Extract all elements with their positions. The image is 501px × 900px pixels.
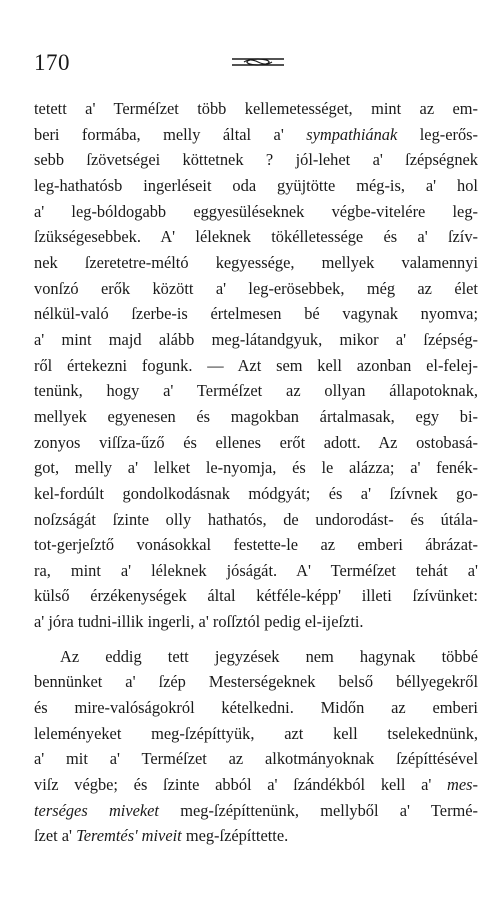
italic-text: sympathiának xyxy=(306,124,398,144)
text-line xyxy=(34,609,478,635)
text-line xyxy=(34,378,478,404)
text-segment: meg-ſzépíttette. xyxy=(181,826,289,846)
text-line xyxy=(34,122,478,148)
italic-text: terséges miveket xyxy=(34,800,159,820)
text-segment: tetett a' Terméſzet több kellemetességet, mint az em- xyxy=(34,99,478,118)
text-line xyxy=(34,96,478,122)
text-segment: ſzükségesebbek. A' léleknek tökélletessége és a' ſzív- xyxy=(34,227,478,247)
text-line xyxy=(34,455,478,481)
text-segment: ſzet a' xyxy=(34,826,77,846)
text-line xyxy=(34,507,478,533)
paragraph xyxy=(34,644,478,849)
text-line xyxy=(34,430,478,456)
text-segment: tot-gerjeſztő vonásokkal festette-le az emberi ábrázat- xyxy=(34,535,478,555)
text-segment: a' mint majd alább meg-látandgyuk, mikor a' ſzépség- xyxy=(34,329,478,349)
text-line xyxy=(34,199,478,225)
text-segment: leleményeket meg-ſzépíttyük, azt kell tselekednünk, xyxy=(34,723,478,743)
text-segment: ről értekezni fogunk. — Azt sem kell azonban el-felej- xyxy=(34,355,478,375)
text-segment: Az eddig tett jegyzések nem hagynak többé xyxy=(60,646,478,666)
text-line xyxy=(34,798,478,824)
text-line xyxy=(34,558,478,584)
text-line xyxy=(34,721,478,747)
text-segment: tenünk, hogy a' Terméſzet az ollyan állapotoknak, xyxy=(34,381,478,401)
text-segment: leg-hathatósb ingerléseit oda gyüjtötte még-is, a' hol xyxy=(34,175,478,195)
text-segment: zonyos viſſza-űző és ellenes erőt adott. Az ostobasá- xyxy=(34,432,478,452)
page-header xyxy=(34,50,474,80)
text-segment: sebb ſzövetségei köttetnek ? jól-lehet a' ſzépségnek xyxy=(34,150,478,170)
text-segment: és mire-valóságokról kételkedni. Midőn az emberi xyxy=(34,698,478,718)
text-segment: viſz végbe; és ſzinte abból a' ſzándékból kell a' xyxy=(34,775,448,795)
text-line xyxy=(34,583,478,609)
text-line xyxy=(34,644,478,670)
paragraph-gap xyxy=(34,635,478,644)
text-line xyxy=(34,353,478,379)
text-segment: vonſzó erők között a' leg-erösebbek, még az élet xyxy=(34,278,478,298)
text-line xyxy=(34,327,478,353)
text-line xyxy=(34,147,478,173)
text-segment: meg-ſzépíttenünk, mellyből a' Termé- xyxy=(159,800,478,820)
text-segment: a' mit a' Terméſzet az alkotmányoknak ſzépíttésével xyxy=(34,749,478,769)
text-line xyxy=(34,481,478,507)
text-line xyxy=(34,224,478,250)
text-segment: noſzságát ſzinte olly hathatós, de undorodást- és útála- xyxy=(34,509,478,529)
typographic-ornament-icon xyxy=(230,56,286,68)
page-number: 170 xyxy=(34,50,70,75)
text-line xyxy=(34,746,478,772)
italic-text: mes- xyxy=(447,775,478,795)
text-segment: nélkül-való ſzerbe-is értelmesen bé vagynak nyomva; xyxy=(34,304,478,324)
text-line xyxy=(34,695,478,721)
italic-text: Teremtés' miveit xyxy=(76,826,182,846)
text-segment: nek ſzeretetre-méltó kegyessége, mellyek valamennyi xyxy=(34,252,478,272)
text-segment: mellyek egyenesen és magokban ártalmasak, egy bi- xyxy=(34,406,478,426)
text-line xyxy=(34,772,478,798)
text-segment: kel-fordúlt gondolkodásnak módgyát; és a' ſzívnek go- xyxy=(34,483,478,503)
text-line xyxy=(34,301,478,327)
page-body-text xyxy=(34,96,478,849)
text-segment: ra, mint a' léleknek jóságát. A' Terméſzet tehát a' xyxy=(34,560,478,580)
text-segment: leg-erős- xyxy=(397,124,478,144)
text-segment: a' jóra tudni-illik ingerli, a' roſſztól pedig el-ijeſzti. xyxy=(34,612,364,632)
text-segment: külső érzékenységek által kétféle-képp' illeti ſzívünket: xyxy=(34,586,478,606)
text-line xyxy=(34,276,478,302)
text-line xyxy=(34,669,478,695)
text-line xyxy=(34,250,478,276)
text-segment: beri formába, melly által a' xyxy=(34,124,307,144)
text-line xyxy=(34,173,478,199)
text-line xyxy=(34,404,478,430)
text-segment: got, melly a' lelket le-nyomja, és le alázza; a' fenék- xyxy=(34,458,478,478)
text-segment: bennünket a' ſzép Mesterségeknek belső béllyegekről xyxy=(34,672,478,692)
text-segment: a' leg-bóldogabb eggyesüléseknek végbe-vitelére leg- xyxy=(34,201,478,221)
text-line xyxy=(34,823,478,849)
paragraph xyxy=(34,96,478,635)
text-line xyxy=(34,532,478,558)
